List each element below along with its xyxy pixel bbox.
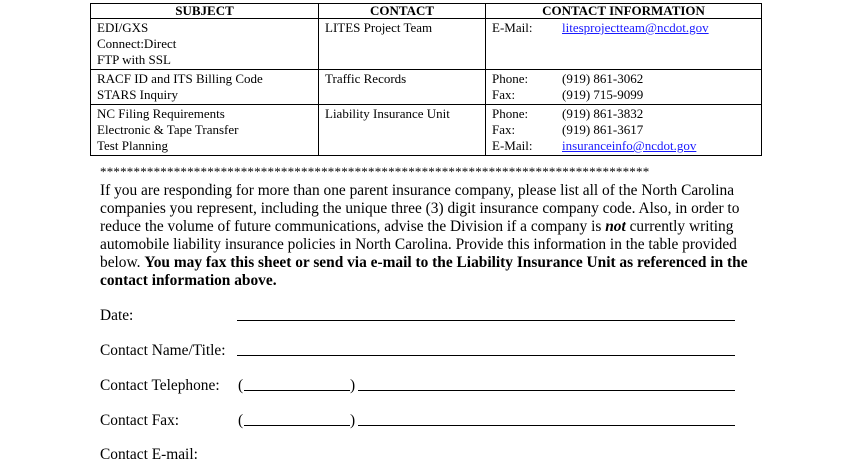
info-label: Phone: xyxy=(492,71,529,86)
phone-value: (919) 861-3832 xyxy=(562,106,644,121)
header-contact: CONTACT xyxy=(319,4,486,19)
subject-line: RACF ID and ITS Billing Code xyxy=(97,71,263,86)
asterisk-separator: ********************************************************************************** xyxy=(100,164,650,179)
fax-value: (919) 715-9099 xyxy=(562,87,644,102)
subject-line: Test Planning xyxy=(97,138,168,153)
info-line xyxy=(492,122,755,138)
email-link[interactable]: insuranceinfo@ncdot.gov xyxy=(562,138,697,153)
subject-line: FTP with SSL xyxy=(97,52,171,67)
contact-table xyxy=(90,3,762,156)
info-label: Phone: xyxy=(492,106,529,121)
paragraph-bold: You may fax this sheet or send via e-mail to the Liability Insurance Unit as referenced in the contact information above. xyxy=(100,254,748,289)
contact-info-cell xyxy=(486,105,762,156)
table-row xyxy=(91,70,762,105)
fax-value: (919) 861-3617 xyxy=(562,122,644,137)
info-label: E-Mail: xyxy=(492,20,533,35)
contact-name-label: Contact Name/Title: xyxy=(100,342,226,359)
email-link[interactable]: litesprojectteam@ncdot.gov xyxy=(562,20,709,35)
contact-email-label: Contact E-mail: xyxy=(100,446,198,463)
subject-line: Electronic & Tape Transfer xyxy=(97,122,239,137)
fax-area-code-field[interactable] xyxy=(244,425,350,426)
contact-name-field[interactable] xyxy=(237,355,735,356)
subject-line: EDI/GXS xyxy=(97,20,149,35)
info-line xyxy=(492,20,755,36)
table-row xyxy=(91,19,762,70)
area-code-open-paren: ( xyxy=(238,377,244,394)
contact-cell: LITES Project Team xyxy=(319,19,486,70)
contact-info-cell xyxy=(486,70,762,105)
fax-area-code-open-paren: ( xyxy=(238,412,244,429)
table-header-row xyxy=(91,4,762,19)
instructions-paragraph xyxy=(100,182,750,290)
subject-line: STARS Inquiry xyxy=(97,87,178,102)
paragraph-emphasis: not xyxy=(605,218,626,235)
info-line xyxy=(492,106,755,122)
contact-cell: Traffic Records xyxy=(319,70,486,105)
subject-line: NC Filing Requirements xyxy=(97,106,225,121)
date-field[interactable] xyxy=(237,320,735,321)
info-line xyxy=(492,87,755,103)
info-line xyxy=(492,71,755,87)
subject-cell xyxy=(91,19,319,70)
paragraph-text: If you are responding for more than one parent insurance company, please list all of the North Carolina companies you represent, including the unique three (3) digit insurance company code. Also, in order to reduce the volume of future communications, advise the Division if a company is xyxy=(100,182,740,235)
subject-line: Connect:Direct xyxy=(97,36,177,51)
info-label: Fax: xyxy=(492,122,516,137)
info-label: E-Mail: xyxy=(492,138,533,153)
table-row xyxy=(91,105,762,156)
contact-telephone-label: Contact Telephone: xyxy=(100,377,220,394)
info-line xyxy=(492,138,755,154)
paragraph-text: currently writing automobile liability insurance policies in North Carolina. Provide this information in the table provided below. xyxy=(100,218,737,271)
subject-cell xyxy=(91,70,319,105)
header-subject: SUBJECT xyxy=(91,4,319,19)
telephone-area-code-field[interactable] xyxy=(244,390,350,391)
fax-area-code-close-paren: ) xyxy=(350,412,356,429)
header-contact-information: CONTACT INFORMATION xyxy=(486,4,762,19)
info-label: Fax: xyxy=(492,87,516,102)
area-code-close-paren: ) xyxy=(350,377,356,394)
phone-value: (919) 861-3062 xyxy=(562,71,644,86)
contact-fax-label: Contact Fax: xyxy=(100,412,180,429)
date-label: Date: xyxy=(100,307,134,324)
telephone-number-field[interactable] xyxy=(358,390,735,391)
fax-number-field[interactable] xyxy=(358,425,735,426)
contact-info-cell xyxy=(486,19,762,70)
contact-cell: Liability Insurance Unit xyxy=(319,105,486,156)
subject-cell xyxy=(91,105,319,156)
